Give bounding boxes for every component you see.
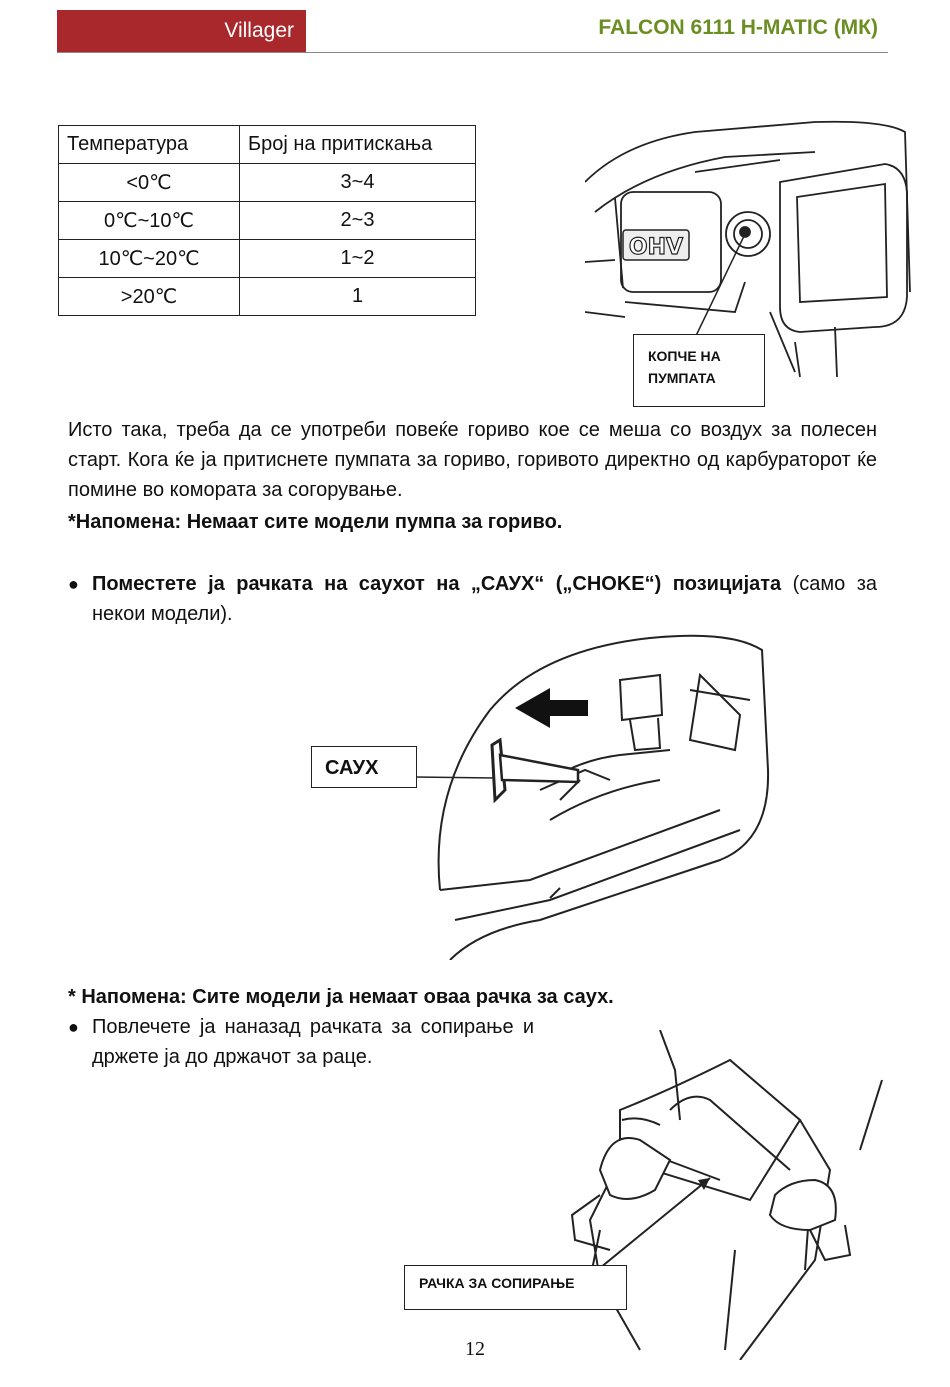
- page-number: 12: [465, 1338, 485, 1360]
- table-row: [59, 240, 476, 278]
- table-row: [59, 202, 476, 240]
- table-row: [59, 164, 476, 202]
- note-fuel-pump: *Напомена: Немаат сите модели пумпа за гориво.: [68, 511, 563, 533]
- table-row: [59, 278, 476, 316]
- table-cell-presses: 2~3: [240, 202, 476, 240]
- bullet-brake: Повлечете ја наназад рачката за сопирање и држете ја до држачот за раце.: [92, 1016, 534, 1068]
- table-cell-temperature: <0℃: [59, 164, 240, 202]
- bullet-icon: ●: [68, 1017, 79, 1037]
- table-cell-presses: 1: [240, 278, 476, 316]
- bullet-choke: [92, 569, 877, 629]
- bullet-icon: ●: [68, 574, 79, 594]
- brake-handle-illustration: [560, 1030, 890, 1360]
- hand-left-icon: [600, 1138, 670, 1199]
- ohv-badge-text: OHV: [628, 235, 684, 260]
- table-header-presses: Број на притискања: [240, 126, 476, 164]
- choke-callout: САУХ: [311, 746, 417, 788]
- primer-callout-line1: КОПЧЕ НА: [648, 348, 721, 364]
- primer-callout-line2: ПУМПАТА: [648, 370, 716, 386]
- table-cell-temperature: >20℃: [59, 278, 240, 316]
- table-header-temperature: Температура: [59, 126, 240, 164]
- table-cell-temperature: 0℃~10℃: [59, 202, 240, 240]
- bullet-choke-rest: (само за некои модели).: [92, 573, 877, 625]
- table-header-row: [59, 126, 476, 164]
- brake-handle-callout: РАЧКА ЗА СОПИРАЊЕ: [404, 1265, 627, 1310]
- bullet-choke-bold: Поместете ја рачката на саухот на „САУХ“ („CHOKE“) позицијата: [92, 573, 782, 595]
- hand-right-icon: [770, 1180, 836, 1230]
- note-choke-lever: * Напомена: Сите модели ја немаат оваа рачка за саух.: [68, 986, 614, 1008]
- primer-button-callout: [633, 334, 765, 407]
- header-model-title: FALCON 6111 H-MATIC (МК): [598, 16, 878, 39]
- header-divider: [57, 52, 888, 53]
- table-cell-presses: 3~4: [240, 164, 476, 202]
- choke-handle: [492, 740, 578, 800]
- ohv-badge: [623, 230, 689, 260]
- table-cell-presses: 1~2: [240, 240, 476, 278]
- arrow-left-icon: [515, 688, 588, 728]
- temperature-table: [58, 125, 476, 316]
- choke-lever-illustration: [400, 630, 780, 960]
- table-cell-temperature: 10℃~20℃: [59, 240, 240, 278]
- header-brand: Villager: [57, 10, 306, 52]
- fuel-mix-paragraph: Исто така, треба да се употреби повеќе гориво кое се меша со воздух за полесен старт. Кога ќе ја притиснете пумпата за гориво, горивото директно од карбураторот ќе помине во комората за согорување.: [68, 419, 877, 501]
